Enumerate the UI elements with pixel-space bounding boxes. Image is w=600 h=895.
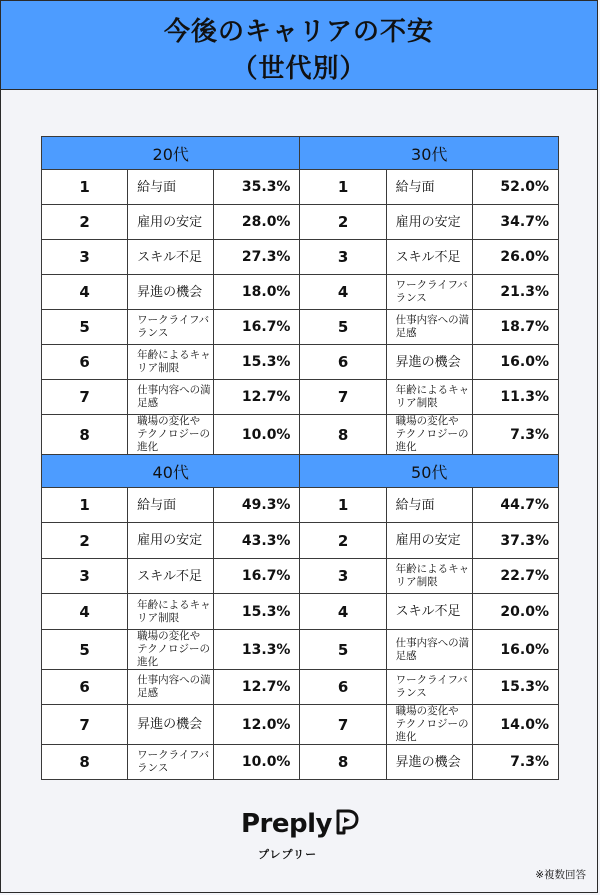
generation-tables [41,136,559,780]
percentage-value: 13.3% [214,630,300,670]
concern-label: 職場の変化や テクノロジーの進化 [128,415,214,455]
percentage-value: 7.3% [472,415,558,455]
table-row [42,310,559,345]
percentage-value: 12.7% [214,380,300,415]
percentage-value: 16.7% [214,310,300,345]
percentage-value: 15.3% [214,594,300,630]
concern-label: 雇用の安定 [128,523,214,559]
concern-label: 職場の変化や テクノロジーの進化 [386,415,472,455]
percentage-value: 52.0% [472,170,558,205]
title-banner [1,1,597,90]
table-row [42,240,559,275]
percentage-value: 43.3% [214,523,300,559]
concern-label: ワークライフバランス [386,275,472,310]
group-header: 40代 [42,455,300,488]
percentage-value: 27.3% [214,240,300,275]
table-row [42,559,559,594]
rank-cell: 5 [300,310,386,345]
concern-label: 仕事内容への満足感 [128,380,214,415]
rank-cell: 5 [42,630,128,670]
percentage-value: 21.3% [472,275,558,310]
percentage-value: 10.0% [214,745,300,780]
percentage-value: 22.7% [472,559,558,594]
percentage-value: 18.0% [214,275,300,310]
percentage-value: 16.7% [214,559,300,594]
concern-label: 仕事内容への満足感 [386,630,472,670]
table-row [42,745,559,780]
rank-cell: 8 [42,745,128,780]
table-row [42,275,559,310]
table-row [42,670,559,705]
concern-label: 仕事内容への満足感 [128,670,214,705]
percentage-value: 37.3% [472,523,558,559]
rank-cell: 6 [300,345,386,380]
rank-cell: 7 [300,380,386,415]
table-row [42,415,559,455]
rank-cell: 2 [42,523,128,559]
percentage-value: 49.3% [214,488,300,523]
concern-label: 給与面 [128,170,214,205]
concern-label: 昇進の機会 [386,745,472,780]
rank-cell: 8 [300,745,386,780]
brand-kana: プレプリー [258,848,318,861]
percentage-value: 14.0% [472,705,558,745]
rank-cell: 5 [42,310,128,345]
rank-cell: 2 [42,205,128,240]
concern-label: ワークライフバランス [128,310,214,345]
concern-label: スキル不足 [128,240,214,275]
concern-label: 職場の変化や テクノロジーの進化 [128,630,214,670]
concern-label: 年齢によるキャリア制限 [128,345,214,380]
rank-cell: 3 [42,559,128,594]
rank-cell: 2 [300,205,386,240]
rank-cell: 7 [42,380,128,415]
rank-cell: 4 [300,594,386,630]
concern-label: 昇進の機会 [128,705,214,745]
table-row [42,380,559,415]
table-row [42,705,559,745]
percentage-value: 35.3% [214,170,300,205]
percentage-value: 26.0% [472,240,558,275]
concern-label: 年齢によるキャリア制限 [128,594,214,630]
rank-cell: 4 [42,275,128,310]
percentage-value: 20.0% [472,594,558,630]
rank-cell: 7 [42,705,128,745]
table-row [42,630,559,670]
footnote: ※複数回答 [535,869,586,881]
concern-label: 給与面 [386,488,472,523]
rank-cell: 6 [300,670,386,705]
rank-cell: 3 [42,240,128,275]
percentage-value: 7.3% [472,745,558,780]
percentage-value: 28.0% [214,205,300,240]
table-row [42,170,559,205]
concern-label: 雇用の安定 [128,205,214,240]
concern-label: 雇用の安定 [386,523,472,559]
table-row [42,594,559,630]
rank-cell: 8 [42,415,128,455]
group-header: 50代 [300,455,559,488]
percentage-value: 34.7% [472,205,558,240]
preply-logo [0,808,600,861]
concern-label: 雇用の安定 [386,205,472,240]
concern-label: スキル不足 [386,594,472,630]
concern-label: 年齢によるキャリア制限 [386,380,472,415]
page-subtitle: （世代別） [231,54,367,84]
rank-cell: 1 [300,488,386,523]
rank-cell: 3 [300,559,386,594]
percentage-value: 15.3% [214,345,300,380]
rank-cell: 7 [300,705,386,745]
rank-cell: 4 [300,275,386,310]
concern-label: 昇進の機会 [128,275,214,310]
table-row [42,345,559,380]
concern-label: 仕事内容への満足感 [386,310,472,345]
rank-cell: 1 [300,170,386,205]
concern-label: 年齢によるキャリア制限 [386,559,472,594]
group-header: 30代 [300,137,559,170]
rank-cell: 3 [300,240,386,275]
rank-cell: 1 [42,488,128,523]
concern-label: 給与面 [128,488,214,523]
table-row [42,488,559,523]
rank-cell: 6 [42,670,128,705]
concern-label: ワークライフバランス [128,745,214,780]
brand-name: Preply [241,809,332,839]
concern-label: 昇進の機会 [386,345,472,380]
rank-cell: 5 [300,630,386,670]
page-title: 今後のキャリアの不安 [163,17,434,47]
rank-cell: 4 [42,594,128,630]
concern-label: 職場の変化や テクノロジーの進化 [386,705,472,745]
rank-cell: 6 [42,345,128,380]
percentage-value: 16.0% [472,630,558,670]
percentage-value: 10.0% [214,415,300,455]
rank-cell: 1 [42,170,128,205]
concern-label: ワークライフバランス [386,670,472,705]
percentage-value: 15.3% [472,670,558,705]
group-header: 20代 [42,137,300,170]
concern-label: スキル不足 [128,559,214,594]
preply-logo-icon [335,808,359,840]
table-row [42,523,559,559]
percentage-value: 16.0% [472,345,558,380]
rank-cell: 2 [300,523,386,559]
percentage-value: 44.7% [472,488,558,523]
table-row [42,205,559,240]
percentage-value: 12.7% [214,670,300,705]
concern-label: スキル不足 [386,240,472,275]
concern-label: 給与面 [386,170,472,205]
rank-cell: 8 [300,415,386,455]
percentage-value: 12.0% [214,705,300,745]
percentage-value: 11.3% [472,380,558,415]
percentage-value: 18.7% [472,310,558,345]
